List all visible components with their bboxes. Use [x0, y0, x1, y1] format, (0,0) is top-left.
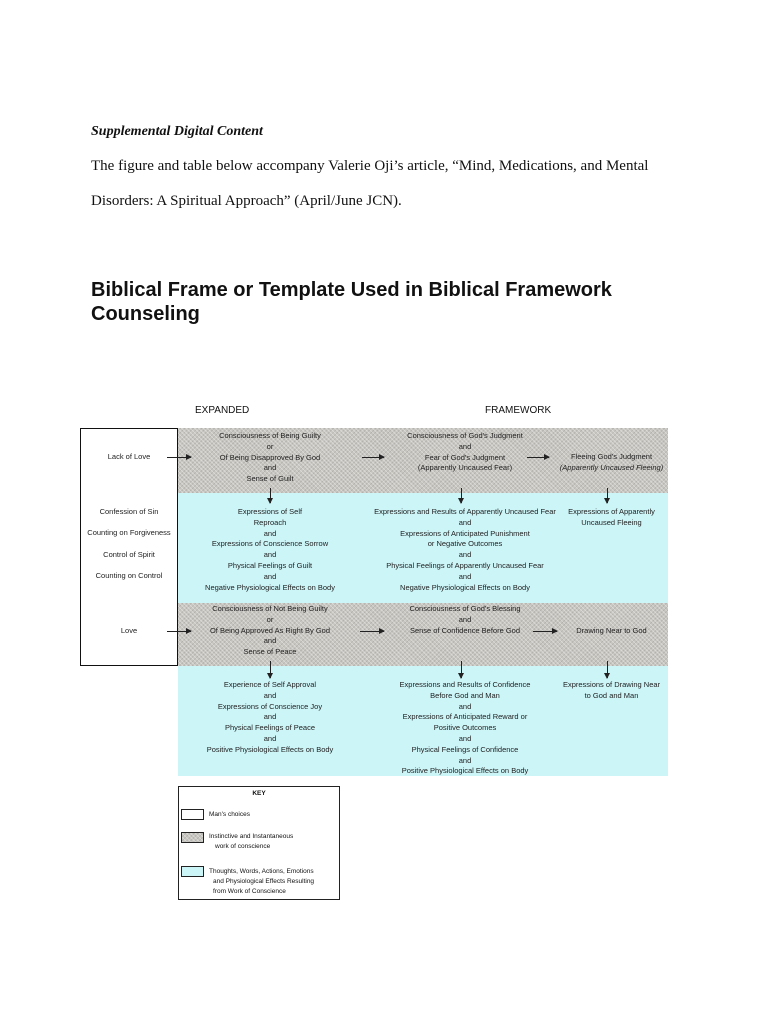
row2-expanded-cell: Expressions of Self Reproach and Expressions of Conscience Sorrow and Physical Feelings of Guilt and Negative Physiological Effects on Body	[205, 507, 335, 592]
row4-outcome-cell: Expressions of Drawing Near to God and Man	[562, 680, 661, 700]
key-swatch-grey	[181, 832, 204, 843]
arrow-down-row1-col2	[461, 488, 462, 503]
arrow-down-row1-col3	[607, 488, 608, 503]
key-item-thoughts: Thoughts, Words, Actions, Emotions and Physiological Effects Resulting from Work of Conscience	[209, 868, 315, 895]
left-counting-on-control: Counting on Control	[95, 571, 163, 580]
row4-framework-cell: Expressions and Results of Confidence Before God and Man and Expressions of Anticipated Reward or Positive Outcomes and Physical Feelings of Confidence and Positive Physiological Effects on Body	[399, 680, 531, 776]
row2-outcome-cell: Expressions of Apparently Uncaused Fleeing	[568, 507, 655, 527]
arrow-down-row3-col2	[461, 661, 462, 678]
arrow-row1-framework-to-outcome	[527, 457, 549, 458]
figure-title: Biblical Frame or Template Used in Biblical Framework Counseling	[91, 279, 612, 325]
row1-framework-cell: Consciousness of God's Judgment and Fear of God's Judgment (Apparently Uncaused Fear)	[407, 431, 523, 473]
row3-expanded-cell: Consciousness of Not Being Guilty or Of Being Approved As Right By God and Sense of Peace	[209, 604, 331, 657]
arrow-row1-expanded-to-framework	[362, 457, 384, 458]
arrow-row3-framework-to-outcome	[533, 631, 557, 632]
intro-line-1: The figure and table below accompany Valerie Oji’s article, “Mind, Medications, and Mental	[91, 158, 649, 174]
key-legend	[178, 786, 340, 900]
key-swatch-cyan	[181, 866, 204, 877]
header-expanded: EXPANDED	[195, 405, 250, 416]
row3-framework-cell: Consciousness of God's Blessing and Sense of Confidence Before God	[409, 604, 521, 635]
arrow-row3-expanded-to-framework	[360, 631, 384, 632]
left-love: Love	[120, 626, 138, 635]
key-item-mans-choices: Man's choices	[209, 811, 250, 818]
key-title: KEY	[252, 790, 266, 797]
left-counting-on-forgiveness: Counting on Forgiveness	[87, 528, 171, 537]
key-item-instinctive: Instinctive and Instantaneous work of conscience	[209, 833, 294, 850]
row1-expanded-cell: Consciousness of Being Guilty or Of Being Disapproved By God and Sense of Guilt	[219, 431, 321, 484]
row4-expanded-cell: Experience of Self Approval and Expressions of Conscience Joy and Physical Feelings of Peace and Positive Physiological Effects on Body	[206, 680, 334, 754]
row3-outcome-cell: Drawing Near to God	[576, 626, 647, 635]
arrow-lack-of-love-to-row1	[167, 457, 191, 458]
supplemental-title: Supplemental Digital Content	[91, 124, 263, 139]
key-swatch-white	[181, 809, 204, 820]
row1-outcome-cell: Fleeing God's Judgment (Apparently Uncaused Fleeing)	[559, 452, 664, 472]
intro-line-2: Disorders: A Spiritual Approach” (April/June JCN).	[91, 193, 402, 209]
arrow-down-row3-col1	[270, 661, 271, 678]
left-control-of-spirit: Control of Spirit	[103, 550, 155, 559]
arrow-love-to-row3	[167, 631, 191, 632]
row2-framework-cell: Expressions and Results of Apparently Uncaused Fear and Expressions of Anticipated Punishment or Negative Outcomes and Physical Feelings of Apparently Uncaused Fear and Negative Physiological Effects on Body	[374, 507, 556, 592]
arrow-down-row1-col1	[270, 488, 271, 503]
left-lack-of-love: Lack of Love	[107, 452, 151, 461]
arrow-down-row3-col3	[607, 661, 608, 678]
header-framework: FRAMEWORK	[485, 405, 552, 416]
left-confession-of-sin: Confession of Sin	[99, 507, 159, 516]
